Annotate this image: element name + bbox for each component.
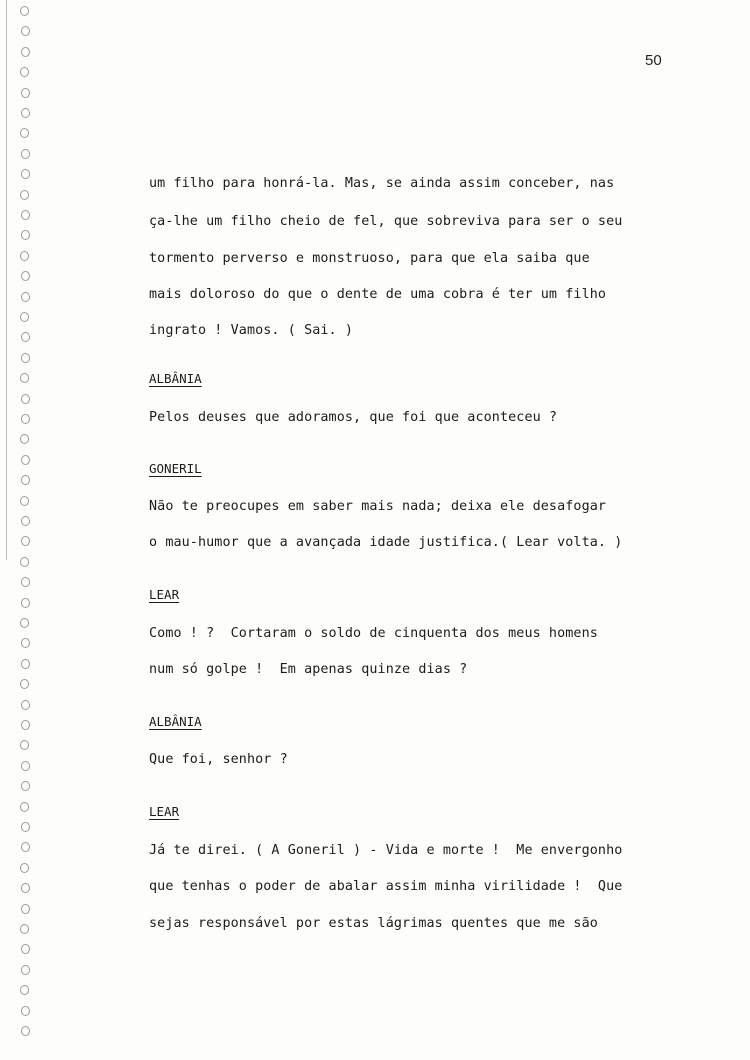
binder-hole-icon xyxy=(21,944,30,954)
binder-hole-icon xyxy=(20,985,29,995)
binder-hole-icon xyxy=(21,720,30,730)
text-line: que tenhas o poder de abalar assim minha virilidade ! Que xyxy=(149,879,623,894)
binder-hole-icon xyxy=(20,251,29,261)
text-line: Como ! ? Cortaram o soldo de cinquenta dos meus homens xyxy=(149,626,598,641)
text-line: Já te direi. ( A Goneril ) - Vida e morte ! Me envergonho xyxy=(149,843,623,858)
binder-hole-icon xyxy=(21,659,30,669)
binder-hole-icon xyxy=(21,516,30,526)
binder-hole-icon xyxy=(21,353,30,363)
text-line: Que foi, senhor ? xyxy=(149,752,288,767)
speaker-name: LEAR xyxy=(149,804,180,819)
binder-hole-icon xyxy=(21,169,30,179)
binder-hole-icon xyxy=(21,883,30,893)
binder-hole-icon xyxy=(21,271,30,281)
binder-hole-icon xyxy=(20,434,29,444)
binder-hole-icon xyxy=(21,394,30,404)
binder-hole-icon xyxy=(21,577,30,587)
page-number: 50 xyxy=(645,52,662,69)
binder-hole-icon xyxy=(21,230,30,240)
binder-hole-icon xyxy=(21,88,30,98)
binder-hole-icon xyxy=(21,108,30,118)
text-line: sejas responsável por estas lágrimas quentes que me são xyxy=(149,916,598,931)
speaker-name: LEAR xyxy=(149,587,180,602)
binder-hole-icon xyxy=(20,67,29,77)
binder-hole-icon xyxy=(21,700,30,710)
binder-hole-icon xyxy=(20,128,29,138)
binder-hole-icon xyxy=(21,781,30,791)
binder-hole-icon xyxy=(20,802,29,812)
binder-hole-icon xyxy=(20,740,29,750)
text-line: mais doloroso do que o dente de uma cobra é ter um filho xyxy=(149,287,607,302)
text-line: ingrato ! Vamos. ( Sai. ) xyxy=(149,323,354,338)
binder-hole-icon xyxy=(20,679,29,689)
binder-hole-icon xyxy=(21,26,30,36)
text-line: ça-lhe um filho cheio de fel, que sobreviva para ser o seu xyxy=(149,214,623,229)
binder-hole-icon xyxy=(20,863,29,873)
binder-hole-icon xyxy=(21,638,30,648)
speaker-name: ALBÂNIA xyxy=(149,714,202,729)
binder-hole-icon xyxy=(21,414,30,424)
text-line: o mau-humor que a avançada idade justifica.( Lear volta. ) xyxy=(149,535,623,550)
text-line: tormento perverso e monstruoso, para que ela saiba que xyxy=(149,251,590,266)
text-line: Não te preocupes em saber mais nada; deixa ele desafogar xyxy=(149,499,607,514)
binder-hole-icon xyxy=(21,455,30,465)
text-line: num só golpe ! Em apenas quinze dias ? xyxy=(149,662,468,677)
binder-hole-icon xyxy=(21,842,30,852)
binder-hole-icon xyxy=(21,536,30,546)
binder-hole-icon xyxy=(20,496,29,506)
speaker-name: ALBÂNIA xyxy=(149,371,202,386)
binder-hole-icon xyxy=(20,6,29,16)
binder-hole-icon xyxy=(21,761,30,771)
binder-hole-icon xyxy=(21,598,30,608)
binder-hole-icon xyxy=(21,1026,30,1036)
binder-hole-icon xyxy=(20,190,29,200)
binder-hole-icon xyxy=(20,924,29,934)
text-line: um filho para honrá-la. Mas, se ainda assim conceber, nas xyxy=(149,176,615,191)
binder-hole-icon xyxy=(21,332,30,342)
binder-hole-icon xyxy=(20,618,29,628)
text-line: Pelos deuses que adoramos, que foi que aconteceu ? xyxy=(149,410,558,425)
binder-hole-icon xyxy=(21,965,30,975)
speaker-name: GONERIL xyxy=(149,461,202,476)
binder-hole-icon xyxy=(21,475,30,485)
binder-hole-icon xyxy=(21,292,30,302)
binder-holes xyxy=(20,2,42,1042)
binder-hole-icon xyxy=(20,373,29,383)
margin-line xyxy=(6,0,7,560)
binder-hole-icon xyxy=(20,312,29,322)
binder-hole-icon xyxy=(20,557,29,567)
binder-hole-icon xyxy=(21,210,30,220)
binder-hole-icon xyxy=(21,822,30,832)
binder-hole-icon xyxy=(21,904,30,914)
binder-hole-icon xyxy=(21,149,30,159)
binder-hole-icon xyxy=(21,47,30,57)
binder-hole-icon xyxy=(21,1006,30,1016)
